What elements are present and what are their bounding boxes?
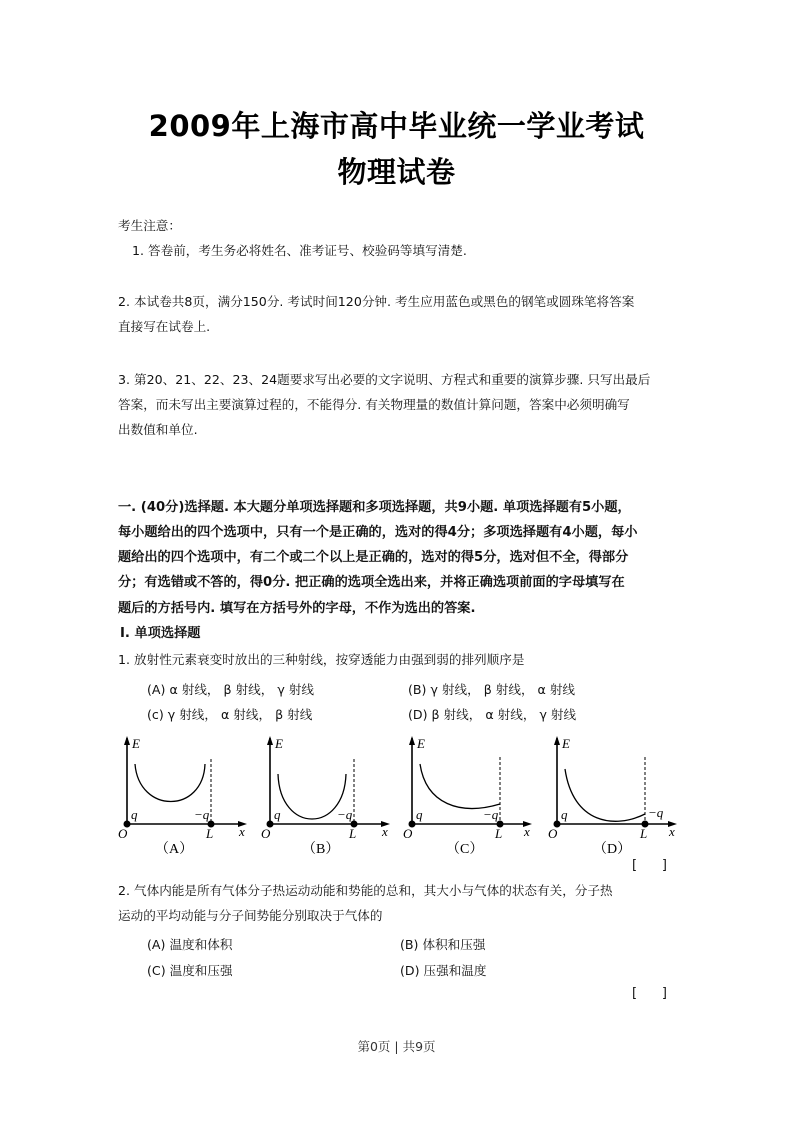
figure-b-plot	[258, 734, 400, 858]
notice-item-2-line-2: 直接写在试卷上.	[118, 319, 211, 334]
figure-c-plot	[400, 734, 542, 858]
origin-label: O	[261, 826, 271, 841]
notice-item-2-line-1: 2. 本试卷共8页，满分150分. 考试时间120分钟. 考生应用蓝色或黑色的钢笔或圆珠笔将答案	[118, 294, 635, 309]
end-label: L	[640, 826, 648, 841]
question-2-option-d[interactable]: (D) 压强和温度	[400, 963, 487, 978]
y-axis-arrow-icon	[554, 736, 560, 745]
question-2-option-b[interactable]: (B) 体积和压强	[400, 937, 486, 952]
field-curve	[278, 774, 346, 819]
figure-b	[258, 734, 400, 858]
figure-d	[545, 734, 687, 858]
field-curve	[565, 769, 645, 821]
origin-label: O	[403, 826, 413, 841]
question-1-answer-bracket[interactable]: [ ]	[632, 858, 667, 873]
right-charge-label: −q	[648, 805, 664, 820]
origin-label: O	[548, 826, 558, 841]
end-label: L	[495, 826, 503, 841]
exam-title: 2009年上海市高中毕业统一学业考试	[148, 109, 645, 143]
figure-a	[115, 734, 257, 858]
left-charge-label: q	[416, 807, 423, 822]
question-2-stem-line-2: 运动的平均动能与分子间势能分别取决于气体的	[118, 908, 383, 923]
left-charge-label: q	[274, 807, 281, 822]
end-label: L	[206, 826, 214, 841]
end-label: L	[349, 826, 357, 841]
x-axis-label: x	[524, 824, 530, 839]
origin-label: O	[118, 826, 128, 841]
exam-subtitle: 物理试卷	[337, 155, 456, 189]
y-axis-label: E	[132, 736, 140, 751]
y-axis-label: E	[562, 736, 570, 751]
y-axis-arrow-icon	[124, 736, 130, 745]
y-axis-arrow-icon	[409, 736, 415, 745]
field-curve	[135, 764, 205, 802]
right-charge-label: −q	[194, 807, 210, 822]
question-2-option-c[interactable]: (C) 温度和压强	[147, 963, 233, 978]
notice-item-3-line-2: 答案，而未写出主要演算过程的，不能得分. 有关物理量的数值计算问题，答案中必须明确写	[118, 397, 630, 412]
section-intro-line-3: 题给出的四个选项中，有二个或二个以上是正确的，选对的得5分，选对但不全，得部分	[118, 550, 629, 565]
y-axis-label: E	[417, 736, 425, 751]
notice-item-3-line-1: 3. 第20、21、22、23、24题要求写出必要的文字说明、方程式和重要的演算步骤. 只写出最后	[118, 372, 651, 387]
x-axis-label: x	[239, 824, 245, 839]
question-2-stem-line-1: 2. 气体内能是所有气体分子热运动动能和势能的总和，其大小与气体的状态有关，分子热	[118, 883, 613, 898]
x-axis-label: x	[669, 824, 675, 839]
figure-c	[400, 734, 542, 858]
field-curve	[420, 764, 500, 808]
notice-item-3-line-3: 出数值和单位.	[118, 422, 198, 437]
section-intro-line-2: 每小题给出的四个选项中，只有一个是正确的，选对的得4分；多项选择题有4小题，每小	[118, 525, 638, 540]
y-axis-arrow-icon	[267, 736, 273, 745]
notice-item-1: 1. 答卷前，考生务必将姓名、准考证号、校验码等填写清楚.	[132, 243, 467, 258]
question-1-option-a[interactable]: (A) α 射线， β 射线， γ 射线	[147, 682, 315, 697]
right-charge-label: −q	[337, 807, 353, 822]
figure-label: （B）	[302, 842, 340, 857]
figure-a-plot	[115, 734, 257, 858]
page-indicator: 第0页 | 共9页	[357, 1039, 436, 1054]
question-1-option-b[interactable]: (B) γ 射线， β 射线， α 射线	[408, 682, 576, 697]
notice-heading: 考生注意：	[118, 218, 181, 233]
figure-d-plot	[545, 734, 687, 858]
x-axis-label: x	[382, 824, 388, 839]
section-intro-line-1: 一. (40分)选择题. 本大题分单项选择题和多项选择题，共9小题. 单项选择题有5小题，	[118, 500, 631, 515]
question-1-option-d[interactable]: (D) β 射线， α 射线， γ 射线	[408, 707, 577, 722]
section-intro-line-4: 分；有选错或不答的，得0分. 把正确的选项全选出来，并将正确选项前面的字母填写在	[118, 575, 625, 590]
section-intro-line-5: 题后的方括号内. 填写在方括号外的字母，不作为选出的答案.	[118, 601, 476, 616]
y-axis-label: E	[275, 736, 283, 751]
question-1-option-c[interactable]: (c) γ 射线， α 射线， β 射线	[147, 707, 313, 722]
question-2-answer-bracket[interactable]: [ ]	[632, 986, 667, 1001]
question-1-stem: 1. 放射性元素衰变时放出的三种射线，按穿透能力由强到弱的排列顺序是	[118, 652, 525, 667]
figure-label: （C）	[446, 842, 484, 857]
left-charge-label: q	[131, 807, 138, 822]
figure-label: （A）	[155, 842, 194, 857]
right-charge-label: −q	[483, 807, 499, 822]
left-charge-label: q	[561, 807, 568, 822]
question-2-option-a[interactable]: (A) 温度和体积	[147, 937, 233, 952]
subsection-title: Ⅰ. 单项选择题	[120, 626, 201, 641]
figure-label: （D）	[593, 842, 632, 857]
